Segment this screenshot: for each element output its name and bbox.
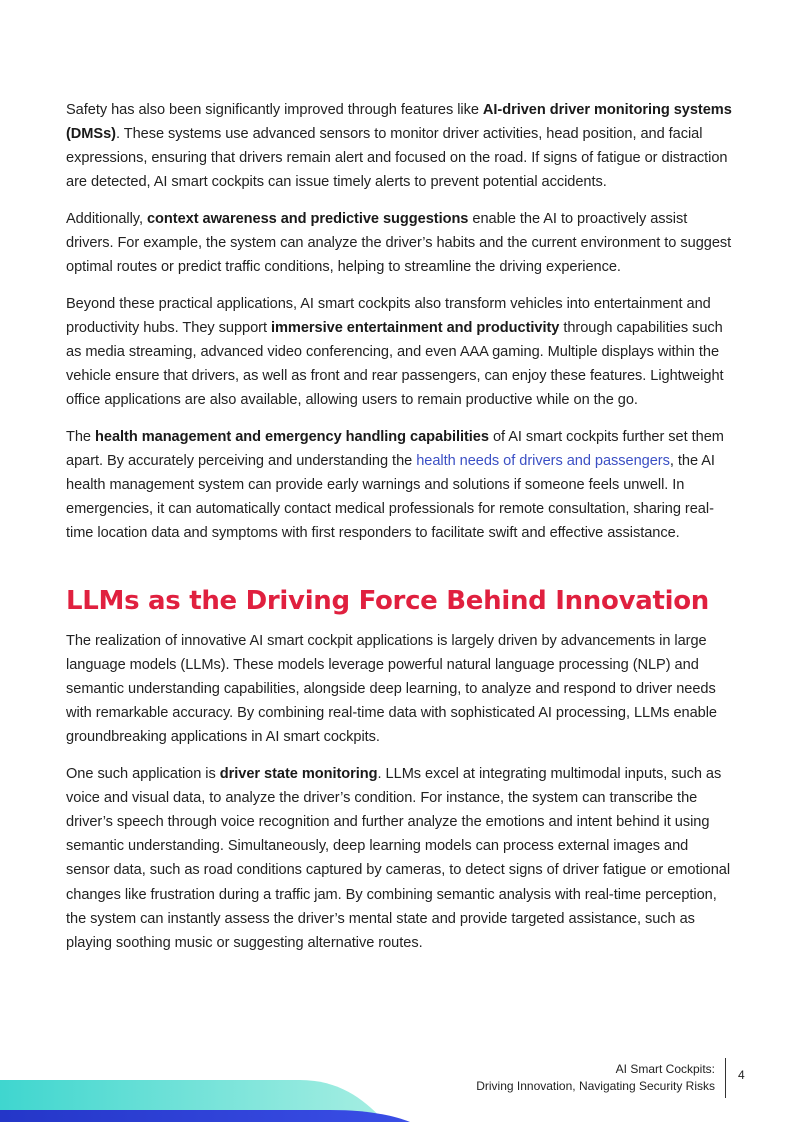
paragraph-text: through capabilities such as media streaming, advanced video conferencing, and even AAA gaming. Multiple displays within the vehicle ensure that drivers, as well as front and rear passengers, can enjoy these features. Lightweight office applications are also available, allowing users to remain productive while on the go.	[66, 319, 724, 409]
bold-term: context awareness and predictive suggestions	[146, 210, 469, 227]
paragraph-text: Safety has also been significantly improved through features like	[66, 102, 483, 118]
footer-divider	[725, 1058, 726, 1098]
paragraph-context-awareness	[66, 207, 734, 279]
bold-term: AI-driven driver monitoring systems (DMSs)	[66, 102, 732, 143]
paragraph-text: of AI smart cockpits further set them apart. By accurately perceiving and understanding the	[66, 428, 724, 469]
paragraph-text: One such application is	[66, 766, 220, 783]
paragraph-text: enable the AI to proactively assist drivers. For example, the system can analyze the driver’s habits and the current environment to suggest optimal routes or predict traffic conditions, helping to streamline the driving experience.	[66, 210, 732, 276]
paragraph-text: Beyond these practical applications, AI smart cockpits also transform vehicles into entertainment and productivity hubs. They support	[66, 295, 711, 336]
paragraph-driver-state	[66, 762, 734, 955]
paragraph-text: The	[66, 428, 96, 445]
paragraph-health-management	[66, 425, 734, 545]
bold-term: health management and emergency handling capabilities	[95, 428, 489, 445]
paragraph-text: . LLMs excel at integrating multimodal inputs, such as voice and visual data, to analyze the driver’s condition. For instance, the system can transcribe the driver’s speech through voice recognition and further analyze the emotions and intent behind it using semantic understanding. Simultaneously, deep learning models can process external images and sensor data, such as road conditions captured by cameras, to detect signs of driver fatigue or emotional changes like frustration during a traffic jam. By combining semantic analysis with real-time perception, the system can instantly assess the driver’s mental state and provide targeted assistance, such as playing soothing music or suggesting alternative routes.	[66, 766, 731, 951]
paragraph-text: Additionally,	[66, 210, 147, 227]
paragraph-text: The realization of innovative AI smart cockpit applications is largely driven by advancements in large language models (LLMs). These models leverage powerful natural language processing (NLP) and semantic understanding capabilities, alongside deep learning, to analyze and respond to driver needs with remarkable accuracy. By combining real-time data with sophisticated AI processing, LLMs enable groundbreaking applications in AI smart cockpits.	[66, 633, 717, 746]
footer-title-line1: AI Smart Cockpits:	[615, 1062, 715, 1076]
footer-title	[476, 1061, 715, 1095]
health-needs-link[interactable]: health needs of drivers and passengers	[416, 452, 670, 469]
footer-wave-graphic	[0, 1072, 420, 1122]
paragraph-llm-intro	[66, 629, 734, 749]
page-content	[66, 98, 734, 967]
bold-term: immersive entertainment and productivity	[271, 319, 560, 336]
paragraph-text: . These systems use advanced sensors to monitor driver activities, head position, and facial expressions, ensuring that drivers remain alert and focused on the road. If signs of fatigue or distraction are detected, AI smart cockpits can issue timely alerts to prevent potential accidents.	[66, 126, 728, 191]
paragraph-entertainment	[66, 292, 734, 412]
paragraph-text: , the AI health management system can provide early warnings and solutions if someone feels unwell. In emergencies, it can automatically contact medical professionals for remote consultation, sharing real-time location data and symptoms with first responders to facilitate swift and effective assistance.	[66, 452, 715, 541]
bold-term: driver state monitoring	[219, 766, 378, 783]
paragraph-dms	[66, 98, 734, 194]
footer-title-line2: Driving Innovation, Navigating Security Risks	[476, 1079, 715, 1093]
section-heading: LLMs as the Driving Force Behind Innovation	[66, 586, 709, 617]
page-number: 4	[738, 1068, 745, 1082]
